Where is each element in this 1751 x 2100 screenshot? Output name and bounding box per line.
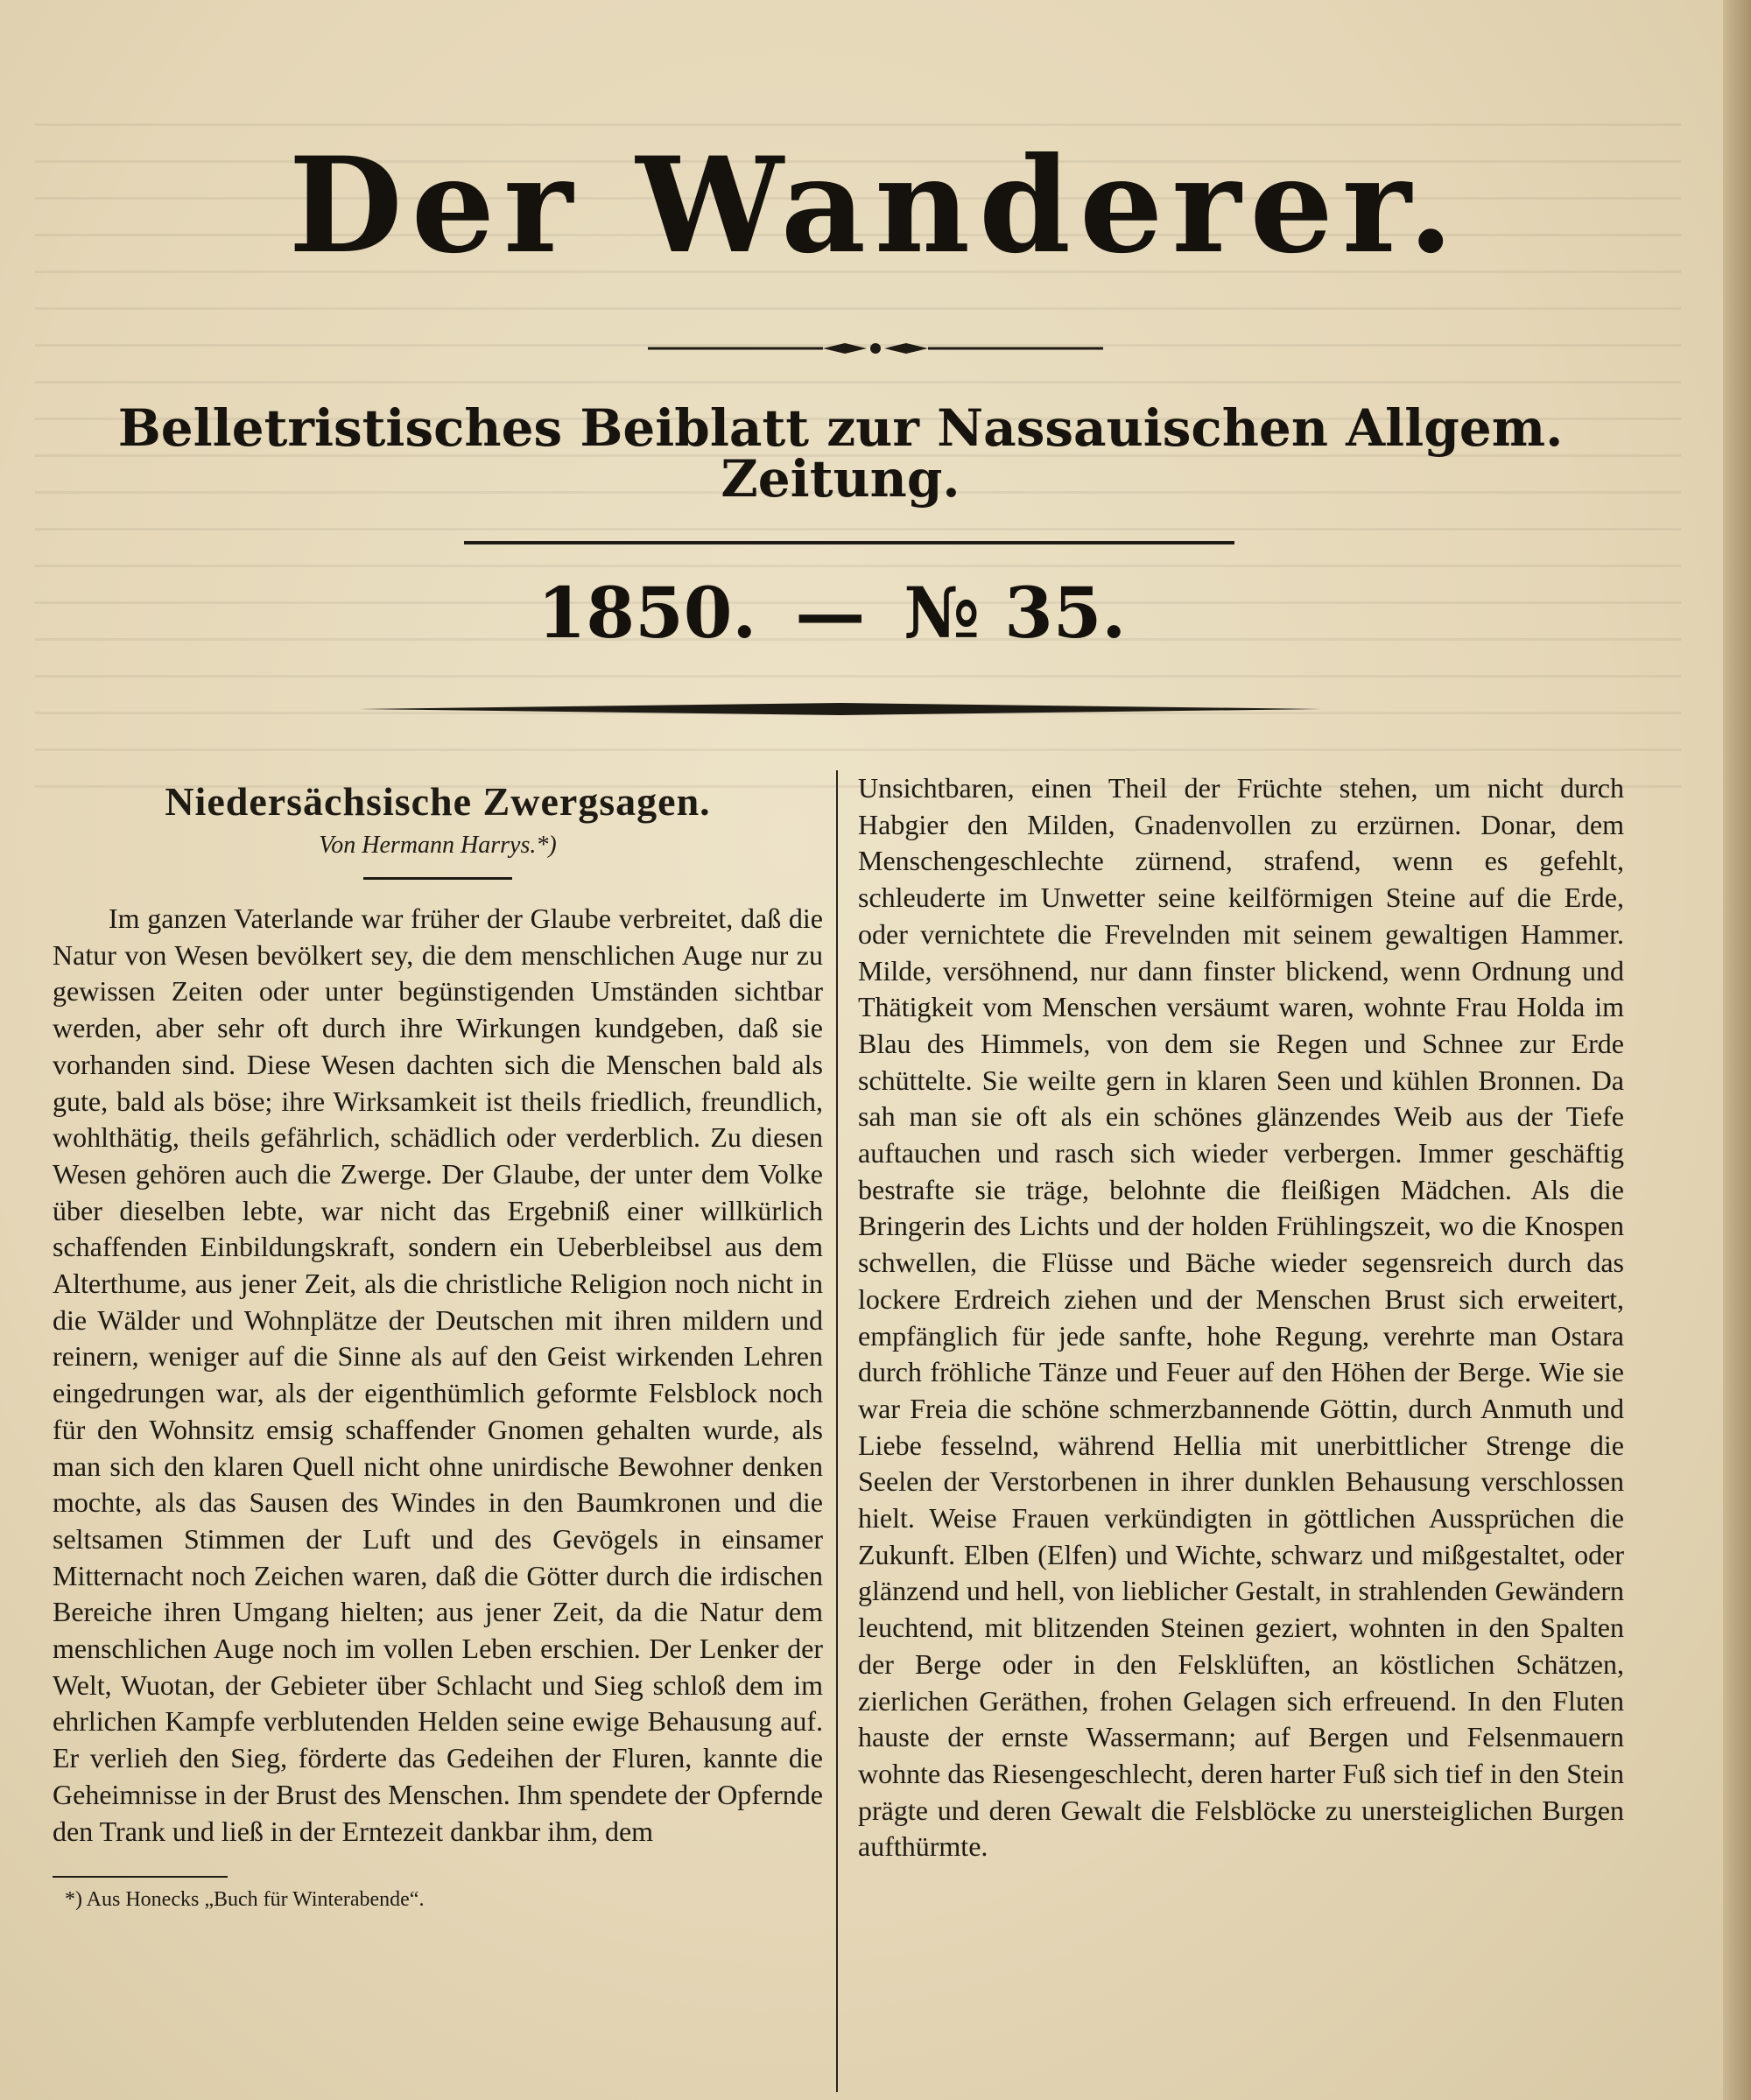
article-text-left: Im ganzen Vaterlande war früher der Glaube verbreitet, daß die Natur von Wesen bevölkert sey, die dem menschlichen Auge nur zu gewissen Zeiten oder unter begünstigenden Umständen sichtbar werden, aber sehr oft durch ihre Wirkungen kundgeben, daß sie vorhanden sind. Diese Wesen dachten sich die Menschen bald als gute, bald als böse; ihre Wirksamkeit ist theils friedlich, freundlich, wohlthätig, theils gefährlich, schädlich oder verderblich. Zu diesen Wesen gehören auch die Zwerge. Der Glaube, der unter dem Volke über dieselben lebte, war nicht das Ergebniß einer willkürlich schaffenden Einbildungskraft, sondern ein Ueberbleibsel aus dem Alterthume, aus jener Zeit, als die christliche Religion noch nicht in die Wälder und Wohnplätze der Deutschen mit ihren mildern und reinern, weniger auf die Sinne als auf den Geist wirkenden Lehren eingedrungen war, als der eigenthümlich geformte Felsblock noch für den Wohnsitz emsig schaffender Gnomen gehalten wurde, als man sich den klaren Quell nicht ohne unirdische Bewohner denken mochte, als das Sausen des Windes in den Baumkronen und die seltsamen Stimmen der Luft und des Gevögels in einsamer Mitternacht noch Zeichen waren, daß die Götter durch die irdischen Bereiche ihren Umgang hielten; aus jener Zeit, da die Natur dem menschlichen Auge noch im vollen Leben erschien. Der Lenker der Welt, Wuotan, der Gebieter über Schlacht und Sieg schloß dem im ehrlichen Kampfe verblutenden Helden seine ewige Behausung auf. Er verlieh den Sieg, förderte das Gedeihen der Fluren, kannte die Geheimnisse in der Brust des Menschen. Ihm spendete der Opfernde den Trank und ließ in der Erntezeit dankbar ihm, dem [53, 903, 823, 1847]
header-rule [464, 541, 1234, 544]
article-text-right: Unsichtbaren, einen Theil der Früchte stehen, um nicht durch Habgier den Milden, Gnadenvollen zu erzürnen. Donar, dem Menschengeschlechte zürnend, strafend, wenn es gefehlt, schleuderte im Unwetter seine keilförmigen Steine auf die Erde, oder vernichtete die Frevelnden mit seinem gewaltigen Hammer. Milde, versöhnend, nur dann finster blickend, wenn Ordnung und Thätigkeit vom Menschen versäumt waren, wohnte Frau Holda im Blau des Himmels, von dem sie Regen und Schnee zur Erde schüttelte. Sie weilte gern in klaren Seen und kühlen Bronnen. Da sah man sie oft als ein schönes glänzendes Weib aus der Tiefe auftauchen und rasch sich wieder verbergen. Immer geschäftig bestrafte sie träge, belohnte die fleißigen Mädchen. Als die Bringerin des Lichts und der holden Frühlingszeit, wo die Knospen schwellen, die Flüsse und Bäche wieder segensreich durch das lockere Erdreich ziehen und der Menschen Brust sich erweitert, empfänglich für jede sanfte, hohe Regung, verehrte man Ostara durch fröhliche Tänze und Feuer auf den Höhen der Berge. Wie sie war Freia die schöne schmerzbannende Göttin, durch Anmuth und Liebe fesselnd, während Hellia mit unerbittlicher Strenge die Seelen der Verstorbenen in ihrer dunklen Behausung verschlossen hielt. Weise Frauen verkündigten in göttlichen Aussprüchen die Zukunft. Elben (Elfen) und Wichte, schwarz und mißgestaltet, oder glänzend und hell, von lieblicher Gestalt, in strahlenden Gewändern leuchtend, mit blitzenden Steinen geziert, wohnten in den Spalten der Berge oder in den Felsklüften, an köstlichen Schätzen, zierlichen Geräthen, frohen Gelagen sich erfreuend. In den Fluten hauste der ernste Wassermann; auf Bergen und Felsenmauern wohnte das Riesengeschlecht, deren harter Fuß sich tief in den Stein prägte und deren Gewalt die Felsblöcke zu unersteiglichen Burgen aufthürmte. [858, 772, 1624, 1863]
footnote: *) Aus Honecks „Buch für Winterabende“. [65, 1888, 425, 1912]
issue-dash: — [795, 572, 866, 654]
footnote-rule [53, 1876, 228, 1878]
masthead-subtitle: Belletristisches Beiblatt zur Nassauischen Allgem. Zeitung. [117, 398, 1564, 509]
page-edge [1723, 0, 1751, 2100]
article-title: Niedersächsische Zwergsagen. [165, 779, 711, 824]
issue-number: № 35. [904, 572, 1127, 654]
masthead-title: Der Wanderer. [288, 129, 1463, 283]
article-byline: Von Hermann Harrys.*) [319, 832, 557, 859]
left-column [53, 770, 823, 1913]
right-column [858, 770, 1624, 1865]
column-divider [836, 770, 838, 2092]
issue-year: 1850. [537, 572, 757, 654]
byline-rule [363, 877, 512, 880]
ornament-divider [648, 341, 1103, 355]
issue-line [490, 572, 1173, 654]
tapered-rule [359, 700, 1322, 718]
